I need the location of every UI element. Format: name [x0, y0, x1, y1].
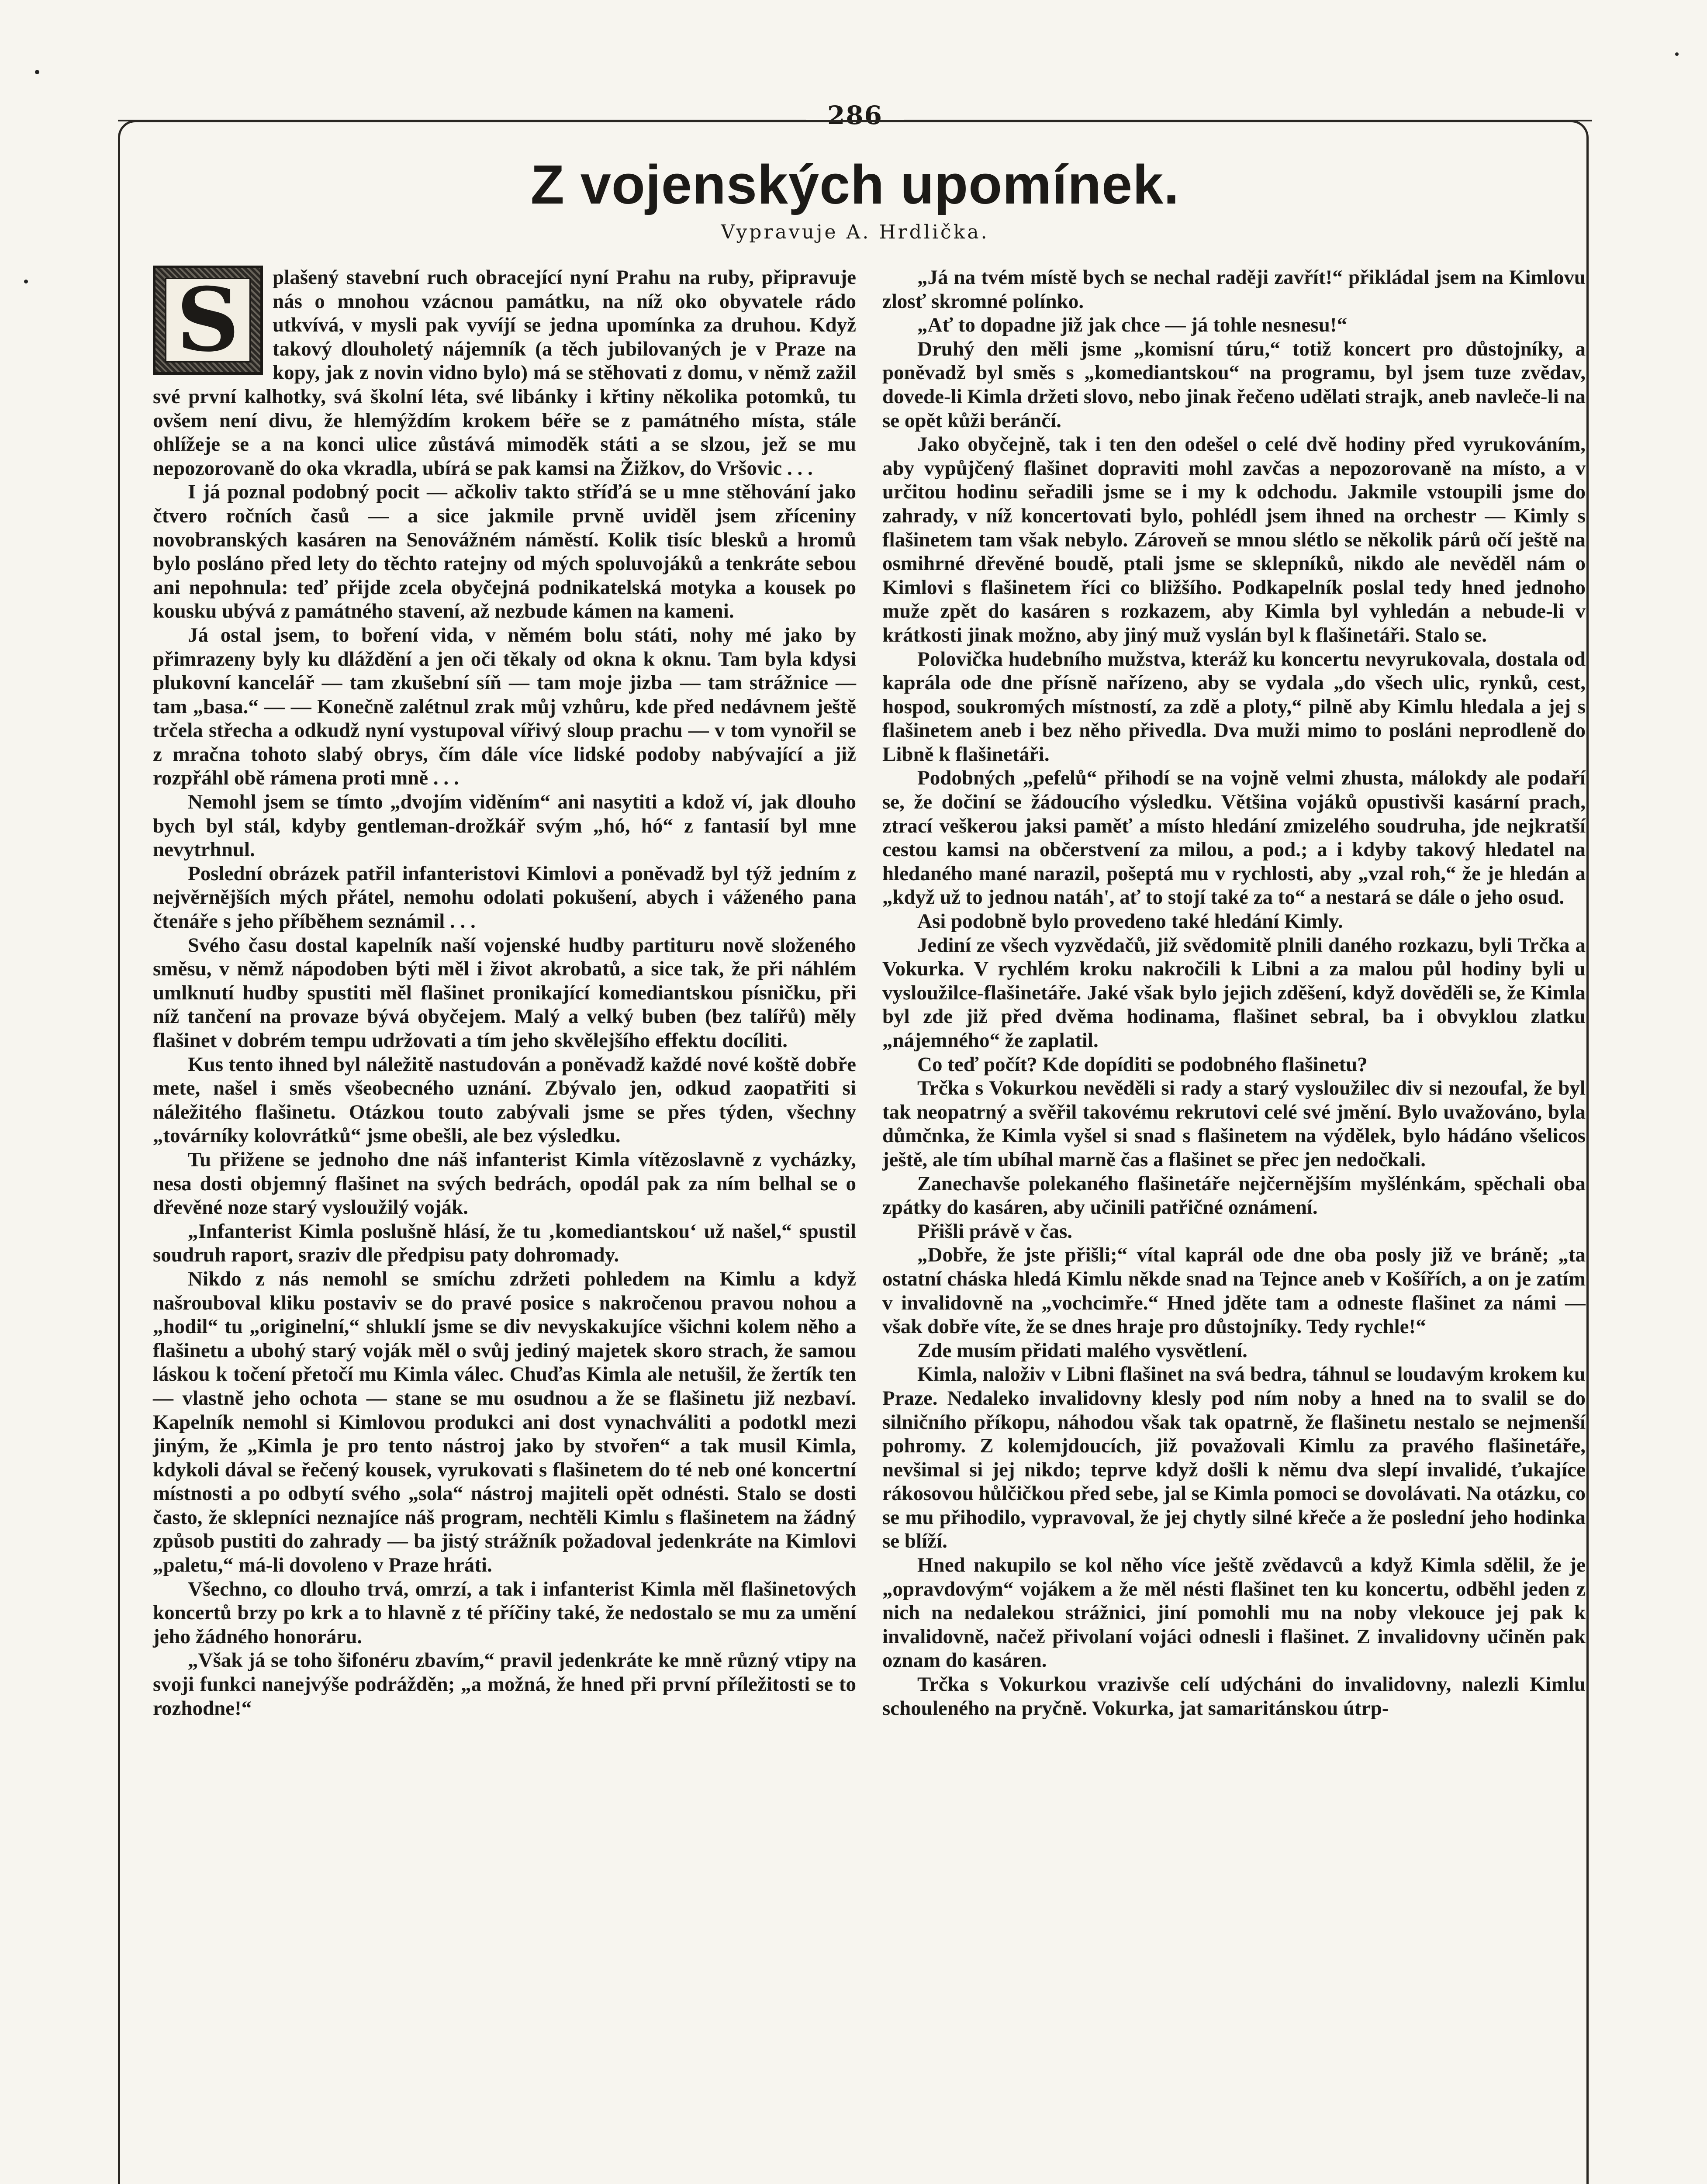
paragraph: Kus tento ihned byl náležitě nastudován a poněvadž každé nové koště dobře mete, našel i směs všeobecného uznání. Zbývalo jen, odkud zaopatřiti si náležitého flašinetu. Otázkou touto zabývali jsme se přes týden, všechny „továrníky kolovrátků“ jsme obešli, ale bez výsledku.: [153, 1053, 856, 1147]
paragraph: Tu přiženе se jednoho dne náš infanterist Kimla vítězoslavně z vycházky, nesa dosti objemný flašinet na svých bedrách, opodál pak za ním belhal se o dřevěné noze starý vysloužilý voják.: [153, 1148, 856, 1219]
dropcap-letter: S: [165, 278, 251, 363]
paragraph: Já ostal jsem, to boření vida, v němém bolu státi, nohy mé jako by přimrazeny byly ku dláždění a jen oči těkaly od okna k oknu. Tam byla kdysi plukovní kancelář — tam zkušební síň — tam moje jizba — tam strážnice — tam „basa.“ — — Konečně zalétnul zrak můj vzhůru, kde před nedávnem ještě trčela střecha a odkudž nyní vystupoval vířivý sloup prachu — v tom vynořil se z mračna tohoto slabý obrys, čím dále více lidské podoby nabývající a již rozpřáhl obě rámena proti mně . . .: [153, 623, 856, 790]
paragraph: „Dobře, že jste přišli;“ vítal kaprál ode dne oba posly již ve bráně; „ta ostatní cháska hledá Kimlu někde snad na Tejnce aneb v Košířích, a on je zatím v invalidovně na „vochcimře.“ Hned jděte tam a odneste flašinet za námi — však dobře víte, že se dnes hraje pro důstojníky. Tedy rychle!“: [882, 1244, 1586, 1338]
paragraph: Polovička hudebního mužstva, kteráž ku koncertu nevyrukovala, dostala od kaprála ode dne přísně nařízeno, aby se vydala „do všech ulic, rynků, cest, hospod, soukromých místností, za zdě a ploty,“ pilně aby Kimlu hledala a jej s flašinetem aneb i bez něho přivedla. Dva muži mimo to posláni neprodleně do Libně k flašinetáři.: [882, 647, 1586, 766]
left-column: [153, 266, 856, 1720]
paragraph: Svého času dostal kapelník naší vojenské hudby partituru nově složeného směsu, v němž nápodoben býti měl i život akrobatů, a sice tak, že při náhlém umlknutí hudby spustiti měl flašinet pronikající komediantskou písničku, při níž tančení na provaze bývá obyčejem. Malý a velký buben (bez talířů) měly flašinet v dobrém tempu udržovati a tím jeho skvělejšího effektu docíliti.: [153, 933, 856, 1052]
right-column: [882, 266, 1586, 1720]
article-title: Z vojenských upomínek.: [530, 154, 1180, 215]
paragraph: Přišli právě v čas.: [917, 1220, 1073, 1243]
paragraph: Podobných „pefelů“ přihodí se na vojně velmi zhusta, málokdy ale podaří se, že dočiní se žádoucího výsledku. Většina vojáků opustivši kasární prach, ztrací veškerou jaksi paměť a místo hledání zmizelého soudruha, jde nejkratší cestou kamsi na občerstvení za milou, a pod.; a i kdyby takový hledatel na hledaného mané narazil, pošeptá mu v rychlosti, aby „vzal roh,“ že je hledán a „když už to jednou natáh', ať to stojí také za to“ a nestará se dále o jeho osud.: [882, 767, 1586, 909]
page-speck: [1675, 52, 1679, 56]
paragraph: „Infanterist Kimla poslušně hlásí, že tu ‚komediantskou‘ už našel,“ spustil soudruh raport, sraziv dle předpisu paty dohromady.: [153, 1220, 856, 1267]
paragraph: Nemohl jsem se tímto „dvojím viděním“ ani nasytiti a kdož ví, jak dlouho bych byl stál, kdyby gentleman-drožkář svým „hó, hó“ z fantasií byl mne nevytrhnul.: [153, 791, 856, 861]
paragraph: Trčka s Vokurkou vrazivše celí udýcháni do invalidovny, nalezli Kimlu schouleného na pryčně. Vokurka, jat samaritánskou útrp-: [882, 1673, 1586, 1720]
paragraph: Nikdo z nás nemohl se smíchu zdržeti pohledem na Kimlu a když našrouboval kliku postaviv se do pravé posice s nakročenou pravou nohou a „hodil“ tu „originelní,“ shluklí jsme se div nevyskakujíce všichni kolem něho a flašinetu a ubohý starý voják měl o svůj jediný majetek skoro strach, že samou láskou k točení přetočí mu Kimla válec. Chuďas Kimla ale netušil, že žertík ten — vlastně jeho ochota — stane se mu osudnou a že se flašinetu již nezbaví. Kapelník nemohl si Kimlovou produkci ani dost vynachváliti a podotkl mezi jiným, že „Kimla je pro tento nástroj jako by stvořen“ a tak musil Kimla, kdykoli dával se řečený kousek, vyrukovati s flašinetem do té neb oné koncertní místnosti a po odbytí svého „sola“ nástroj majiteli opět odnésti. Stalo se dosti často, že sklepníci neznajíce náš program, nechtěli Kimlu s flašinetem na žádný způsob pustiti do zahrady — ba jistý strážník požadoval jedenkráte na Kimlovi „paletu,“ má-li dovoleno v Praze hráti.: [153, 1267, 856, 1577]
paragraph: Hned nakupilo se kol něho více ještě zvědavců a když Kimla sdělil, že je „opravdovým“ vojákem a že měl nésti flašinet ten ku koncertu, odběhl jeden z nich na nedalekou strážnici, jiní pomohli mu na noby vlekouce jej pak k invalidovně, načež přivolaní vojáci odnesli i flašinet. Z invalidovny učiněn pak oznam do kasáren.: [882, 1554, 1586, 1672]
paragraph: „Ať to dopadne již jak chce — já tohle nesnesu!“: [917, 314, 1348, 337]
paragraph: Poslední obrázek patřil infanteristovi Kimlovi a poněvadž byl týž jedním z nejvěrnějších mých přátel, nemohu odolati pokušení, abych i váženého pana čtenáře s jeho příběhem seznámil . . .: [153, 862, 856, 933]
paragraph: I já poznal podobný pocit — ačkoliv takto stříďá se u mne stěhování jako čtvero ročních časů — a sice jakmile prvně uviděl jsem zříceniny novobranských kasáren na Senovážném náměstí. Kolik tisíc blesků a hromů bylo posláno před lety do těchto ratejny od mých spoluvojáků a tenkráte sebou ani nepohnula: teď přijde zcela obyčejná podnikatelská motyka a kousek po kousku ubývá z památného stavení, až nezbude kámen na kameni.: [153, 480, 856, 623]
page-number: 286: [827, 100, 883, 130]
page-speck: [35, 70, 39, 74]
dropcap-ornament: [153, 266, 263, 375]
paragraph: Zanechavše polekaného flašinetáře nejčernějším myšlénkám, spěchali oba zpátky do kasáren, aby učinili patřičné oznámení.: [882, 1172, 1586, 1219]
paragraph: Druhý den měli jsme „komisní túru,“ totiž koncert pro důstojníky, a poněvadž byl směs s „komediantskou“ na programu, byl jsem tuze zvědav, dovede-li Kimla držeti slovo, nebo jinak řečeno udělati strajk, aneb navleče-li na se opět kůži beránčí.: [882, 337, 1586, 432]
paragraph: Jako obyčejně, tak i ten den odešel o celé dvě hodiny před vyrukováním, aby vypůjčený flašinet dopraviti mohl zavčas a nepozorovaně na místo, a v určitou hodinu seřadili jsme se i my k odchodu. Jakmile vstoupili jsme do zahrady, v níž koncertovati bylo, pohlédl jsem ihned na orchestr — Kimly s flašinetem tam však nebylo. Zároveň se mnou slétlo se několik párů očí ještě na osmihrné dřevěné boudě, ptali jsme se sklepníků, nikdo ale nevěděl nám o Kimlovi s flašinetem říci co bližšího. Podkapelník poslal tedy hned jednoho muže zpět do kasáren s rozkazem, aby Kimla byl vyhledán a nebude-li v krátkosti jinak možno, aby jiný muž vyslán byl k flašinetáři. Stalo se.: [882, 433, 1586, 646]
paragraph: Zde musím přidati malého vysvětlení.: [917, 1339, 1247, 1362]
paragraph: „Já na tvém místě bych se nechal raději zavřít!“ přikládal jsem na Kimlovu zlosť skromné polínko.: [882, 266, 1586, 313]
page-speck: [24, 280, 28, 283]
paragraph: Co teď počít? Kde dopíditi se podobného flašinetu?: [917, 1053, 1368, 1076]
paragraph: Kimla, naloživ v Libni flašinet na svá bedra, táhnul se loudavým krokem ku Praze. Nedaleko invalidovny klesly pod ním noby a hned na to svalil se do silničního příkopu, náhodou však tak opatrně, že flašinetu nestalo se nejmenší pohromy. Z kolemjdoucích, již považovali Kimlu za pravého flašinetáře, nevšimal si jej nikdo; teprve když došli k němu dva slepí invalidé, ťukajíce rákosovou hůlčičkou před sebe, jal se Kimla pomoci se dovolávati. Na otázku, co se mu přihodilo, vypravoval, že jej chytly silné křeče a že poslední jeho hodinka se blíží.: [882, 1363, 1586, 1553]
paragraph: plašený stavební ruch obracející nyní Prahu na ruby, připravuje nás o mnohou vzácnou památku, na níž oko obyvatele rádo utkvívá, v mysli pak vyvíjí se jedna upomínka za druhou. Když takový dlouholetý nájemník (a těch jubilovaných je v Praze na kopy, jak z novin vidno bylo) má se stěhovati z domu, v němž zažil své první kalhotky, svá školní léta, své libánky i křtiny několika potomků, tu ovšem není divu, že hlemýždím krokem béře se z památného místa, stále ohlížeje se a na konci ulice zůstává mimoděk státi a se slzou, jež se mu nepozorovaně do oka vkradla, ubírá se pak kamsi na Žižkov, do Vršovic . . .: [153, 266, 856, 480]
paragraph: Trčka s Vokurkou nevěděli si rady a starý vysloužilec div si nezoufal, že byl tak neopatrný a svěřil takovému rekrutovi celé své jmění. Bylo uvažováno, byla důmčnka, že Kimla vyšel si snad s flašinetem na výdělek, bylo hádáno všelicos ještě, ale tím ubíhal marně čas a flašinet se přec jen nedočkali.: [882, 1077, 1586, 1171]
paragraph: Jediní ze všech vyzvědačů, již svědomitě plnili daného rozkazu, byli Trčka a Vokurka. V rychlém kroku nakročili k Libni a za malou půl hodiny byli u vysloužilce-flašinetáře. Jaké však bylo jejich zděšení, když dověděli se, že Kimla byl zde již před dvěma hodinama, flašinet sebral, ba i obvyklou zlatku „nájemného“ že zaplatil.: [882, 933, 1586, 1052]
paragraph: „Však já se toho šifonéru zbavím,“ pravil jedenkráte ke mně různý vtipy na svoji funkci nanejvýše podrážděn; „a možná, že hned při první příležitosti se to rozhodne!“: [153, 1649, 856, 1720]
paragraph: Všechno, co dlouho trvá, omrzí, a tak i infanterist Kimla měl flašinetových koncertů brzy po krk a to hlavně z té příčiny také, že nedostalo se mu za umění jeho žádného honoráru.: [153, 1577, 856, 1648]
article-byline: Vypravuje A. Hrdlička.: [721, 221, 989, 243]
paragraph: Asi podobně bylo provedeno také hledání Kimly.: [917, 910, 1343, 933]
